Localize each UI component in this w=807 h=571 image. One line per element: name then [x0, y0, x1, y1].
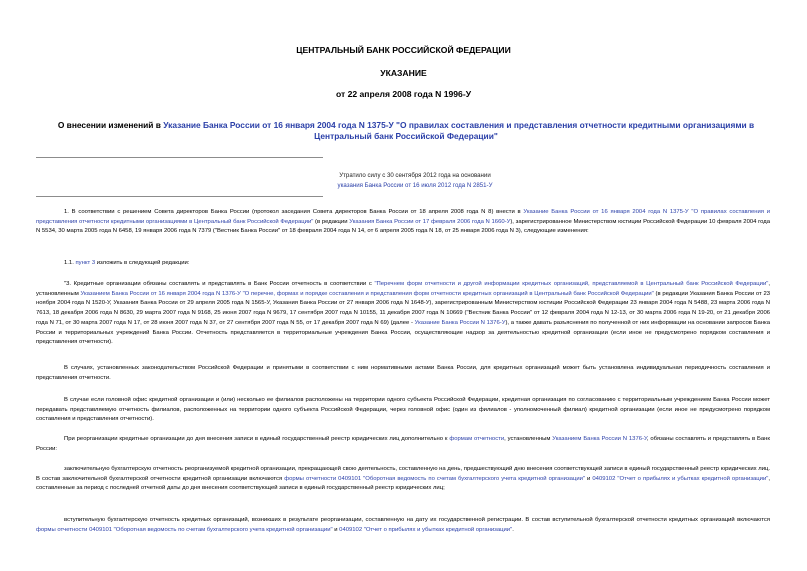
- paragraph-8: [36, 516, 770, 535]
- p5-text: В случае если головной офис кредитной организации и (или) несколько ее филиалов расположены на территории одного субъекта Российской Федерации, кредитная организация по согласованию с территориальным учреждением Банка России может передавать представляемую отчетность филиалов, расположенных на территории одного субъекта Российской Федерации, через головной офис (один из филиалов - уполномоченный филиал) кредитной организации (если иное не предусмотрено порядком составления и представления отчетности).: [36, 397, 770, 423]
- document-date-number: от 22 апреля 2008 года N 1996-У: [335, 89, 472, 99]
- paragraph-7: [36, 465, 770, 494]
- status-note: [272, 171, 558, 191]
- p6-text-c: , обязаны составлять и представлять в Банк России:: [36, 436, 770, 452]
- p2-link-1[interactable]: пункт 3: [75, 260, 96, 266]
- paragraph-5: [36, 396, 770, 425]
- paragraph-4: [36, 364, 770, 383]
- p3-link-2[interactable]: Указанием Банка России от 16 января 2004 года N 1376-У "О перечне, формах и порядке составления и представления форм отчетности кредитных организаций в Центральный банк Российской Федерации": [80, 290, 654, 297]
- p7-text-c: , составленные за период с последней отчетной даты до дня внесения соответствующей записи в единый государственный реестр юридических лиц;: [36, 475, 770, 492]
- p3-text-d: ), а также давать разъяснения по полученной от них информации на основании запросов Банка России и территориальных учреждений Банка России. Отчетность представляется в территориальные учреждения Банка России, осуществляющие надзор за деятельностью кредитной организации (если иное не предусмотрено порядком составления и представления отчетности).: [36, 319, 770, 346]
- p6-text-a: При реорганизации кредитные организации до дня внесения записи в единый государственный реестр юридических лиц дополнительно к: [64, 436, 450, 442]
- p3-link-1[interactable]: "Перечнем форм отчетности и другой информации кредитных организаций, представляемой в Центральный банк Российской Федерации": [374, 281, 769, 287]
- paragraph-1: [36, 208, 770, 237]
- p8-link-1[interactable]: формы отчетности 0409101 "Оборотная ведомость по счетам бухгалтерского учета кредитной организации": [36, 526, 333, 533]
- p1-link-1[interactable]: Указание Банка России от 16 января 2004 года N 1375-У "О правилах составления и представления отчетности кредитными организациями в Центральный банк Российской Федерации": [36, 209, 770, 225]
- p1-text-a: 1. В соответствии с решением Совета директоров Банка России (протокол заседания Совета директоров Банка России от 18 апреля 2008 года N 8) внести в: [64, 209, 524, 215]
- p7-text-a: заключительную бухгалтерскую отчетность реорганизуемой кредитной организации, прекращающей свою деятельность, составленную на день, предшествующий дню внесения соответствующей записи в единый государственный реестр юридических лиц. В состав заключительной бухгалтерской отчетности кредитной организации включаются: [36, 466, 770, 482]
- p7-link-1[interactable]: формы отчетности 0409101 "Оборотная ведомость по счетам бухгалтерского учета кредитной организации": [284, 475, 585, 482]
- p8-link-2[interactable]: 0409102 "Отчет о прибылях и убытках кредитной организации": [339, 526, 513, 533]
- paragraph-6: [36, 435, 770, 454]
- p6-text-b: , установленным: [504, 436, 553, 442]
- title-prefix: О внесении изменений в: [57, 120, 164, 130]
- divider-bottom: [36, 196, 323, 197]
- p8-text-c: .: [512, 526, 514, 533]
- p3-link-3[interactable]: Указание Банка России N 1376-У: [414, 319, 506, 326]
- p8-text-a: вступительную бухгалтерскую отчетность кредитных организаций, возникших в результате реорганизации, составленную на дату их государственной регистрации. В состав вступительной бухгалтерской отчетности кредитных организаций включаются: [64, 517, 770, 523]
- p4-text: В случаях, установленных законодательством Российской Федерации и принятыми в соответствии с ним нормативными актами Банка России, для кредитных организаций может быть установлена индивидуальная периодичность составления и представления отчетности.: [36, 365, 770, 381]
- status-note-link[interactable]: указания Банка России от 16 июля 2012 года N 2851-У: [337, 182, 493, 189]
- org-name: ЦЕНТРАЛЬНЫЙ БАНК РОССИЙСКОЙ ФЕДЕРАЦИИ: [296, 45, 511, 55]
- p3-text-b: , установленным: [36, 281, 770, 297]
- title-link[interactable]: Указание Банка России от 16 января 2004 года N 1375-У "О правилах составления и представления отчетности кредитными организациями в Центральный банк Российской Федерации": [163, 120, 755, 141]
- divider-top: [36, 157, 323, 158]
- p7-link-2[interactable]: 0409102 "Отчет о прибылях и убытках кредитной организации": [592, 475, 769, 482]
- p1-text-b: (в редакции: [313, 218, 350, 225]
- status-note-text: Утратило силу с 30 сентября 2012 года на основании: [339, 172, 491, 179]
- p3-text-a: "3. Кредитные организации обязаны составлять и представлять в Банк России отчетность в соответствии с: [64, 281, 375, 287]
- p6-link-2[interactable]: Указанием Банка России N 1376-У: [552, 436, 647, 442]
- p3-text-c: (в редакции Указания Банка России от 23 ноября 2004 года N 1520-У, Указания Банка России от 29 апреля 2005 года N 1565-У, Указания Банка России от 27 января 2006 года N 1648-У), зарегистрированным Министерством юстиции Российской Федерации 23 января 2004 года N 5488, 23 марта 2006 года N 7613, 18 декабря 2006 года N 8630, 29 марта 2007 года N 9168, 25 июня 2007 года N 9679, 17 сентября 2007 года N 10155, 11 декабря 2007 года N 10669 ("Вестник Банка России" от 12 февраля 2004 года N 12-13, от 30 марта 2006 года N 19-20, от 21 декабря 2006 года N 71, от 30 марта 2007 года N 17, от 28 июня 2007 года N 37, от 27 сентября 2007 года N 55, от 17 декабря 2007 года N 69) (далее -: [36, 290, 770, 326]
- p2-text-b: изложить в следующей редакции:: [95, 260, 190, 266]
- document-type: УКАЗАНИЕ: [380, 68, 427, 78]
- paragraph-2: [36, 259, 770, 269]
- paragraph-3: [36, 280, 770, 348]
- p2-text-a: 1.1.: [64, 260, 76, 266]
- p7-text-b: и: [585, 475, 593, 482]
- p1-link-2[interactable]: Указания Банка России от 17 февраля 2006 года N 1660-У: [349, 218, 511, 225]
- document-title: [30, 120, 782, 142]
- p1-text-c: ), зарегистрированное Министерством юстиции Российской Федерации 10 февраля 2004 года N 5534, 30 марта 2005 года N 6458, 19 января 2006 года N 7379 ("Вестник Банка России" от 18 февраля 2004 года N 14, от 6 апреля 2005 года N 18, от 25 января 2006 года N 3), следующие изменения:: [36, 218, 770, 235]
- p6-link-1[interactable]: формам отчетности: [449, 436, 505, 442]
- p8-text-b: и: [332, 526, 340, 533]
